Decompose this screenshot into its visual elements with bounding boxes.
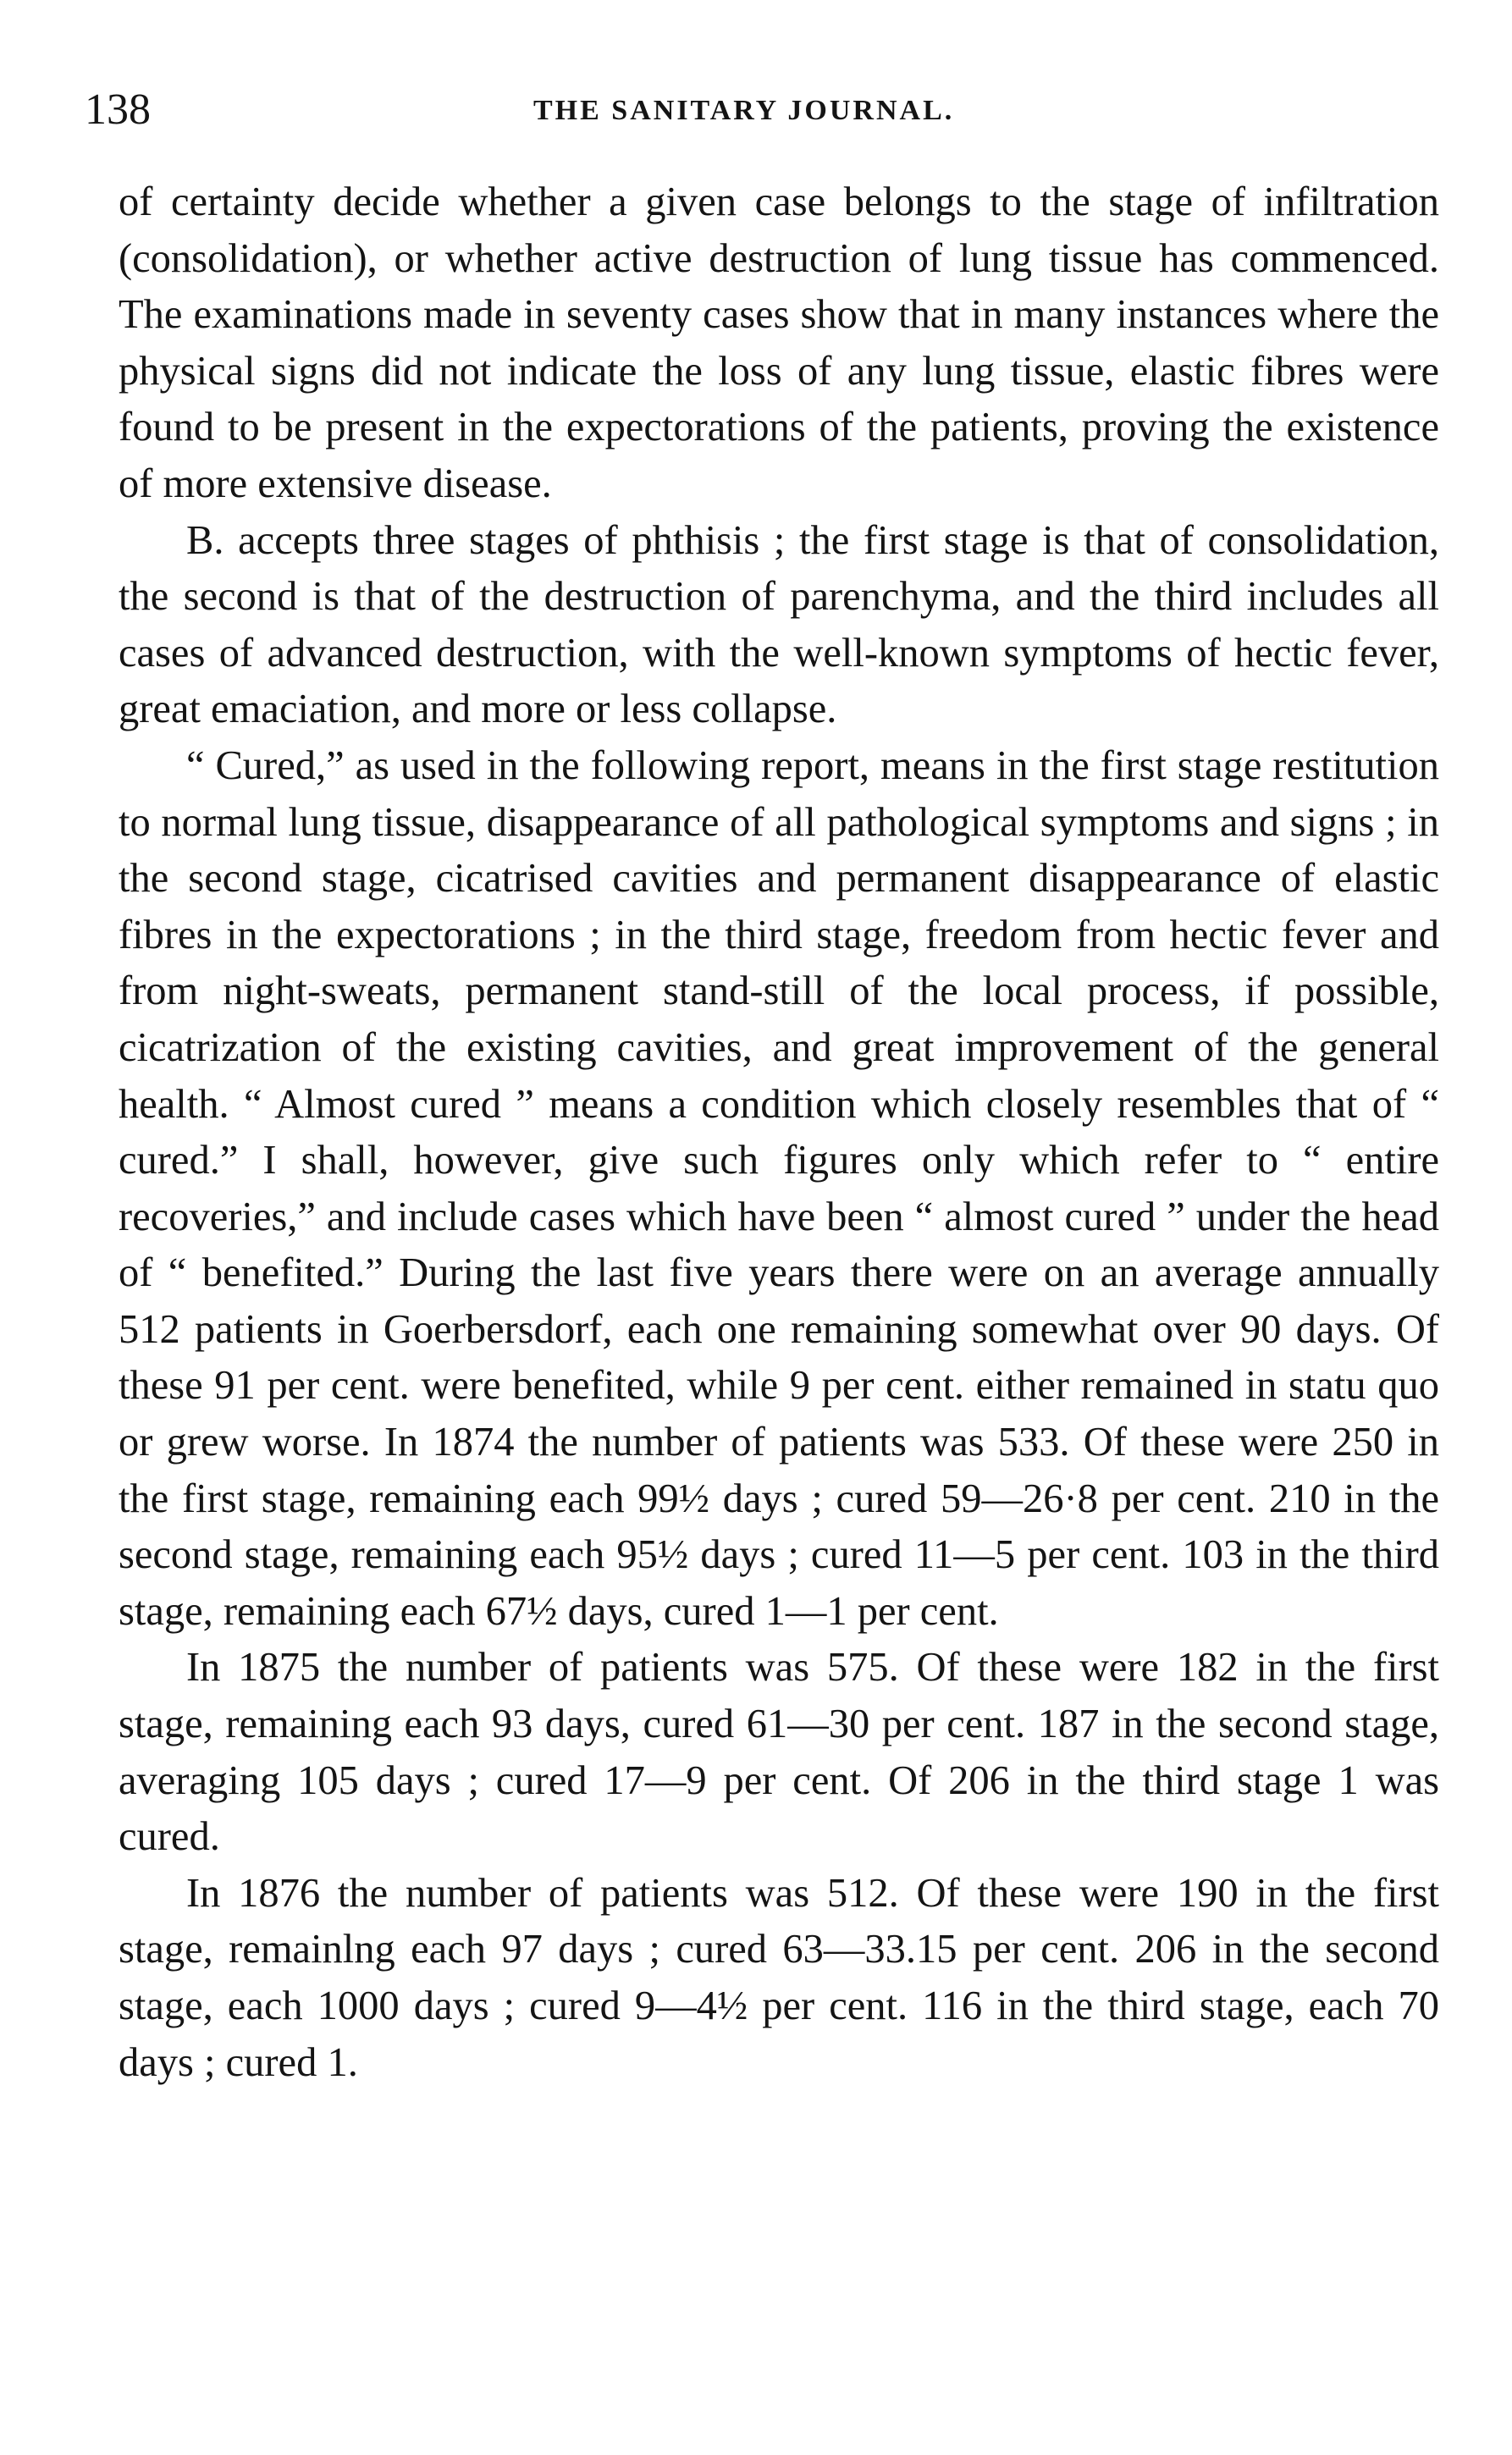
paragraph-1876: In 1876 the number of patients was 512. Of these were 190 in the first stage, remainlng each 97 days ; cured 63—33.15 per cent. 206 in the second stage, each 1000 days ; cured 9—4½ per cent. 116 in the third stage, each 70 days ; cured 1. <box>119 1870 1439 2085</box>
body-text <box>119 174 1439 2091</box>
paragraph-stages: B. accepts three stages of phthisis ; the first stage is that of consolidation, the second is that of the destruction of parenchyma, and the third includes all cases of advanced destruction, with the well-known symptoms of hectic fever, great emaciation, and more or less collapse. <box>119 517 1439 732</box>
paragraph-cured-definition: “ Cured,” as used in the following report, means in the first stage restitution to normal lung tissue, disappearance of all pathological symptoms and signs ; in the second stage, cicatrised cavities and permanent disappearance of elastic fibres in the expectorations ; in the third stage, freedom from hectic fever and from night-sweats, permanent stand-still of the local process, if possible, cicatrization of the existing cavities, and great improvement of the general health. “ Almost cured ” means a condition which closely resembles that of “ cured.” I shall, however, give such figures only which refer to “ entire recoveries,” and include cases which have been “ almost cured ” under the head of “ benefited.” During the last five years there were on an average annually 512 patients in Goerbersdorf, each one remaining somewhat over 90 days. Of these 91 per cent. were benefited, while 9 per cent. either remained in statu quo or grew worse. In 1874 the number of patients was 533. Of these were 250 in the first stage, remaining each 99½ days ; cured 59—26·8 per cent. 210 in the second stage, remaining each 95½ days ; cured 11—5 per cent. 103 in the third stage, remaining each 67½ days, cured 1—1 per cent. <box>119 742 1439 1634</box>
page-number: 138 <box>85 86 151 134</box>
running-head <box>85 85 1016 135</box>
paragraph-1875: In 1875 the number of patients was 575. Of these were 182 in the first stage, remaining each 93 days, cured 61—30 per cent. 187 in the second stage, averaging 105 days ; cured 17—9 per cent. Of 206 in the third stage 1 was cured. <box>119 1645 1439 1860</box>
paragraph-continuation: of certainty decide whether a given case belongs to the stage of infiltration (consolidation), or whether active destruction of lung tissue has commenced. The examinations made in seventy cases show that in many instances where the physical signs did not indicate the loss of any lung tissue, elastic fibres were found to be present in the expectorations of the patients, proving the existence of more extensive disease. <box>119 179 1439 506</box>
journal-title: THE SANITARY JOURNAL. <box>533 95 955 126</box>
